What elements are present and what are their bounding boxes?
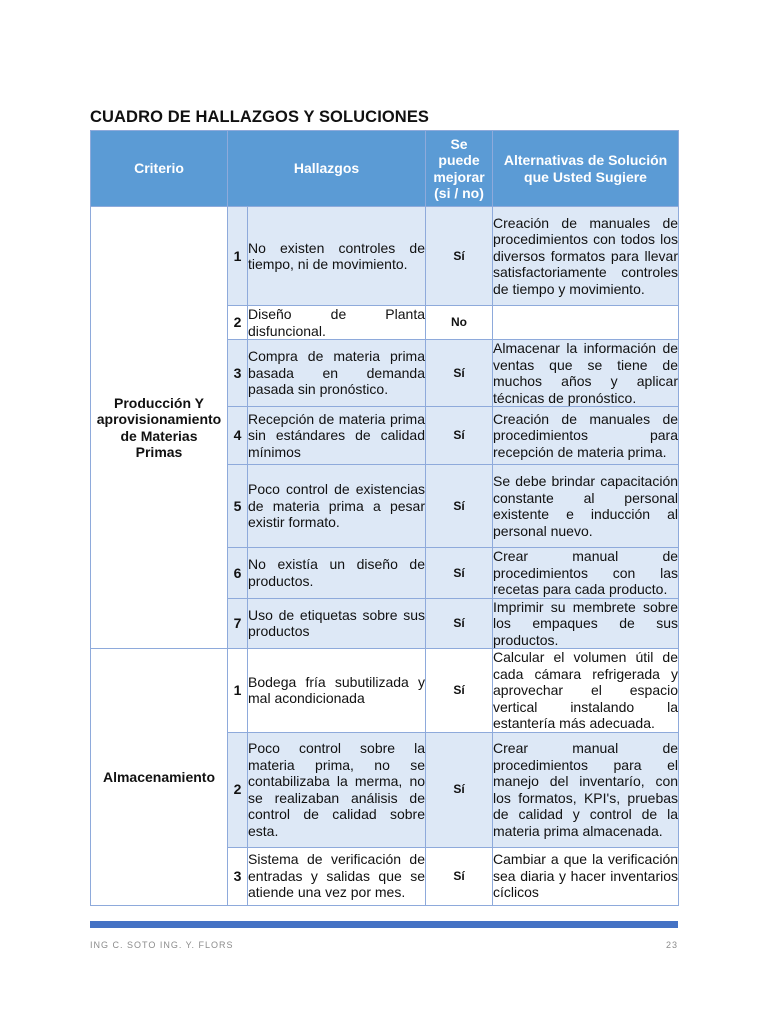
header-mejorar-label: Se puede mejorar (si / no) [433,135,485,201]
row-number: 3 [228,340,248,407]
row-number: 1 [228,649,248,733]
row-number: 2 [228,306,248,340]
table-header-row [91,131,679,207]
hallazgo-cell: Poco control de existencias de materia prima a pesar existir formato. [248,465,426,548]
mejorar-cell: Sí [426,407,493,465]
alternativa-cell: Cambiar a que la verificación sea diaria y hacer inventarios cíclicos [493,847,679,905]
mejorar-cell: Sí [426,465,493,548]
alternativa-cell: Creación de manuales de procedimientos con todos los diversos formatos para llevar satisfactoriamente controles de tiempo y movimiento. [493,207,679,306]
row-number: 3 [228,847,248,905]
header-alternativas [493,131,679,207]
mejorar-cell: Sí [426,649,493,733]
row-number: 1 [228,207,248,306]
hallazgo-cell: Uso de etiquetas sobre sus productos [248,598,426,649]
alternativa-cell: Se debe brindar capacitación constante al personal existente e inducción al personal nuevo. [493,465,679,548]
page-number: 23 [665,940,678,950]
mejorar-cell: No [426,306,493,340]
mejorar-cell: Sí [426,207,493,306]
hallazgo-cell: Bodega fría subutilizada y mal acondicionada [248,649,426,733]
document-title: CUADRO DE HALLAZGOS Y SOLUCIONES [90,108,430,126]
alternativa-cell: Creación de manuales de procedimientos para recepción de materia prima. [493,407,679,465]
header-mejorar [426,131,493,207]
hallazgo-cell: Compra de materia prima basada en demanda pasada sin pronóstico. [248,340,426,407]
criterio-produccion-label: Producción Y aprovisionamiento de Materias Primas [96,394,222,460]
row-number: 4 [228,407,248,465]
row-number: 2 [228,732,248,847]
hallazgo-cell: Poco control sobre la materia prima, no se contabilizaba la merma, no se realizaban análisis de control de calidad sobre esta. [248,732,426,847]
hallazgo-cell: Diseño de Planta disfuncional. [248,306,426,339]
hallazgo-cell: No existen controles de tiempo, ni de movimiento. [248,207,426,306]
row-number: 7 [228,598,248,649]
alternativa-cell: Crear manual de procedimientos para el manejo del inventarío, con los formatos, KPI's, pruebas de calidad y control de la materia prima almacenada. [493,732,679,847]
footer-authors: ING C. SOTO ING. Y. FLORS [90,940,234,950]
mejorar-cell: Sí [426,598,493,649]
mejorar-cell: Sí [426,548,493,599]
hallazgo-cell: Recepción de materia prima sin estándares de calidad mínimos [248,407,426,465]
mejorar-cell: Sí [426,732,493,847]
alternativa-cell [493,306,679,340]
header-alternativas-label: Alternativas de Solución que Usted Sugiere [503,152,668,185]
alternativa-cell: Calcular el volumen útil de cada cámara refrigerada y aprovechar el espacio vertical instalando la estantería más adecuada. [493,649,679,731]
table-row [91,649,679,733]
findings-table [90,130,679,906]
hallazgo-cell: No existía un diseño de productos. [248,548,426,599]
alternativa-cell: Crear manual de procedimientos con las recetas para cada producto. [493,548,679,597]
header-criterio: Criterio [91,131,228,207]
hallazgo-cell: Sistema de verificación de entradas y salidas que se atiende una vez por mes. [248,847,426,905]
footer-bar [90,921,678,928]
table-row [91,207,679,306]
alternativa-cell: Imprimir su membrete sobre los empaques de sus productos. [493,598,679,648]
mejorar-cell: Sí [426,847,493,905]
criterio-produccion [91,207,228,649]
row-number: 5 [228,465,248,548]
header-hallazgos: Hallazgos [228,131,426,207]
alternativa-cell: Almacenar la información de ventas que se tiene de muchos años y aplicar técnicas de pronóstico. [493,340,679,406]
mejorar-cell: Sí [426,340,493,407]
criterio-almacenamiento: Almacenamiento [91,649,228,906]
row-number: 6 [228,548,248,599]
